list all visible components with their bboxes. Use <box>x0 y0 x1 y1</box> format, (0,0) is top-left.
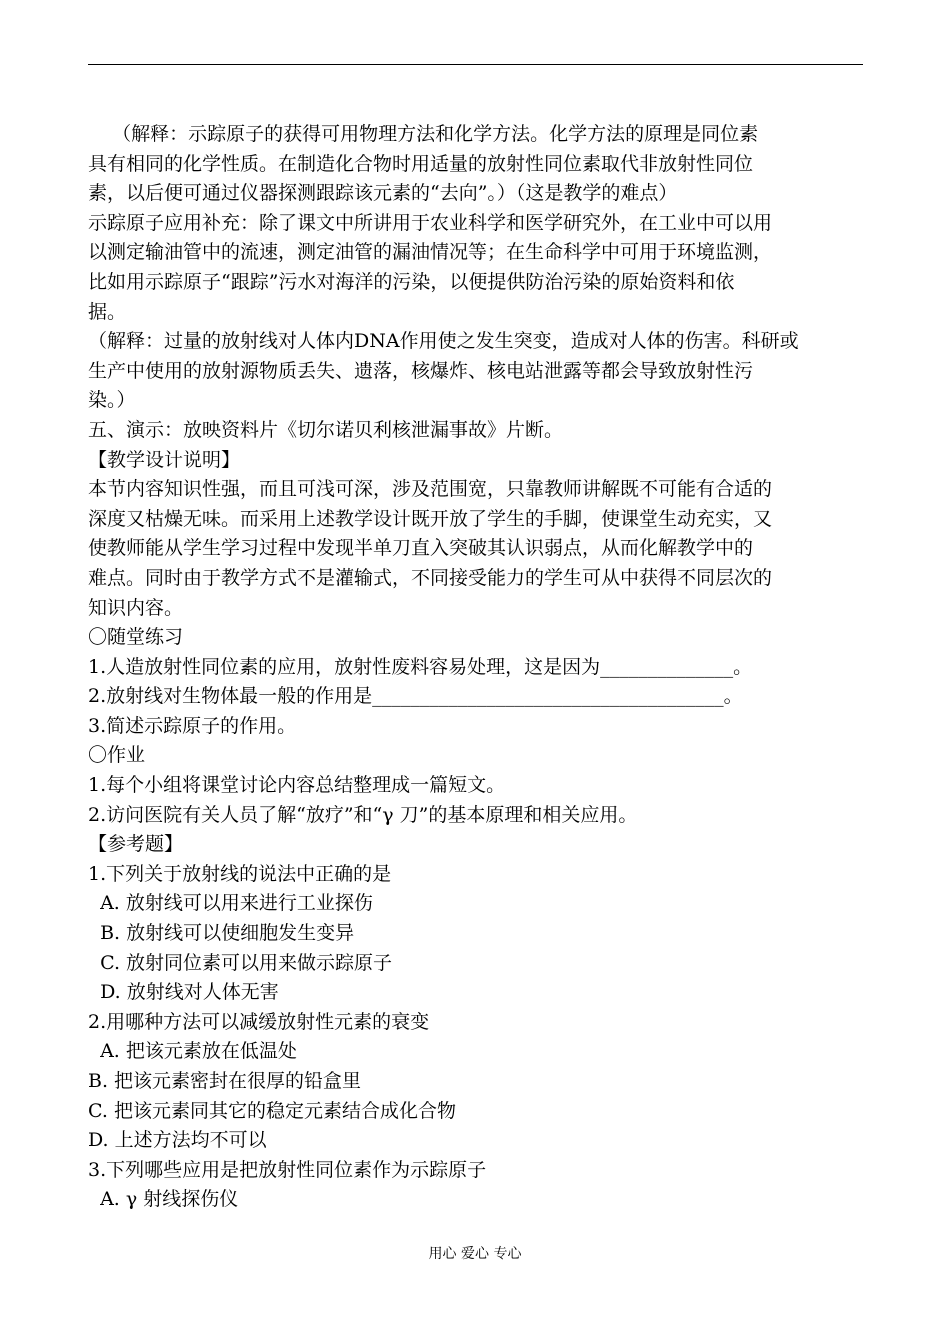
text-line: 2.放射线对生物体最一般的作用是_____________________________________。 <box>88 685 743 708</box>
text-line: D. 放射线对人体无害 <box>88 981 279 1004</box>
text-line: 染。） <box>88 389 136 412</box>
text-line: 示踪原子应用补充：除了课文中所讲用于农业科学和医学研究外，在工业中可以用 <box>88 211 773 234</box>
text-line: C. 把该元素同其它的稳定元素结合成化合物 <box>88 1099 456 1122</box>
text-line: 【参考题】 <box>88 833 184 856</box>
text-line: 具有相同的化学性质。在制造化合物时用适量的放射性同位素取代非放射性同位 <box>88 152 754 175</box>
text-line: 难点。同时由于教学方式不是灌输式，不同接受能力的学生可从中获得不同层次的 <box>88 566 773 589</box>
text-line: B. 放射线可以使细胞发生变异 <box>88 922 355 945</box>
text-line: 1.下列关于放射线的说法中正确的是 <box>88 862 392 885</box>
text-line: 比如用示踪原子“跟踪”污水对海洋的污染，以便提供防治污染的原始资料和依 <box>88 270 735 293</box>
text-line: 1.每个小组将课堂讨论内容总结整理成一篇短文。 <box>88 774 506 797</box>
text-line: 知识内容。 <box>88 596 184 619</box>
text-line: 本节内容知识性强，而且可浅可深，涉及范围宽，只靠教师讲解既不可能有合适的 <box>88 478 773 501</box>
text-line: B. 把该元素密封在很厚的铅盒里 <box>88 1070 362 1092</box>
text-line: A. 把该元素放在低温处 <box>88 1040 297 1063</box>
text-line: 【教学设计说明】 <box>88 448 241 471</box>
text-line: 以测定输油管中的流速，测定油管的漏油情况等；在生命科学中可用于环境监测， <box>88 241 773 264</box>
document-body <box>88 120 864 1215</box>
text-line: 〇随堂练习 <box>88 626 184 649</box>
text-line: A. 放射线可以用来进行工业探伤 <box>88 892 373 915</box>
header-rule <box>88 64 863 65</box>
text-line: D. 上述方法均不可以 <box>88 1129 267 1152</box>
text-line: （解释：过量的放射线对人体内DNA作用使之发生突变，造成对人体的伤害。科研或 <box>88 330 799 353</box>
text-line: 生产中使用的放射源物质丢失、遗落，核爆炸、核电站泄露等都会导致放射性污 <box>88 359 754 382</box>
text-line: 2.用哪种方法可以减缓放射性元素的衰变 <box>88 1010 430 1033</box>
text-line: 3.下列哪些应用是把放射性同位素作为示踪原子 <box>88 1158 487 1181</box>
text-line: 素，以后便可通过仪器探测跟踪该元素的“去向”。）（这是教学的难点） <box>88 182 678 205</box>
text-line: 〇作业 <box>88 744 146 767</box>
text-line: 3.简述示踪原子的作用。 <box>88 714 297 737</box>
text-line: 1.人造放射性同位素的应用，放射性废料容易处理，这是因为______________。 <box>88 655 753 678</box>
text-line: 五、演示：放映资料片《切尔诺贝利核泄漏事故》片断。 <box>88 418 564 441</box>
text-line: 2.访问医院有关人员了解“放疗”和“γ 刀”的基本原理和相关应用。 <box>88 803 638 826</box>
page-footer: 用心 爱心 专心 <box>428 1246 522 1262</box>
text-line: 使教师能从学生学习过程中发现半单刀直入突破其认识弱点，从而化解教学中的 <box>88 537 754 560</box>
text-line: C. 放射同位素可以用来做示踪原子 <box>88 951 393 974</box>
text-line: 深度又枯燥无味。而采用上述教学设计既开放了学生的手脚，使课堂生动充实，又 <box>88 507 773 530</box>
text-line: （解释：示踪原子的获得可用物理方法和化学方法。化学方法的原理是同位素 <box>88 123 759 145</box>
text-line: A. γ 射线探伤仪 <box>88 1188 239 1211</box>
text-line: 据。 <box>88 300 127 323</box>
